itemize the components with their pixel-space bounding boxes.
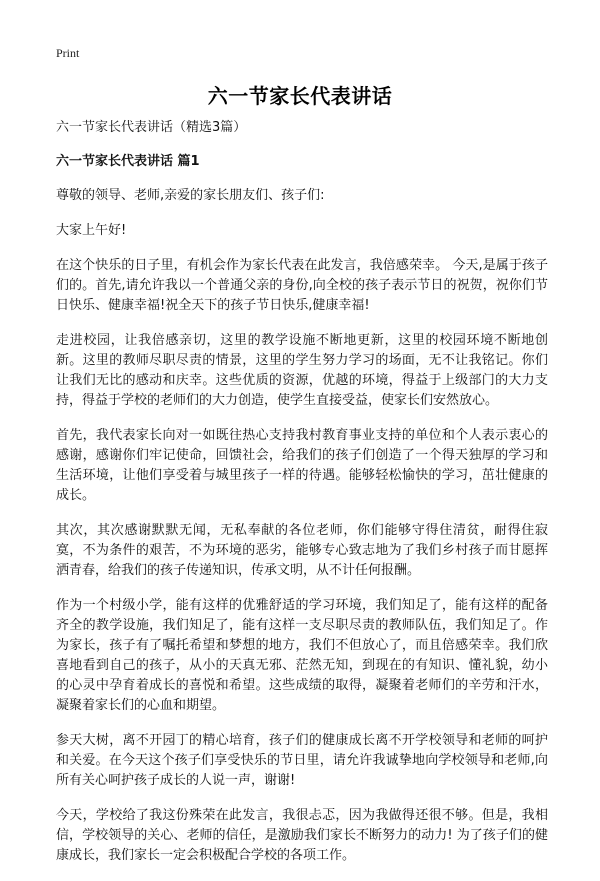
document-subtitle: 六一节家长代表讲话（精选3篇） bbox=[56, 120, 247, 135]
body-paragraph: 在这个快乐的日子里，有机会作为家长代表在此发言，我倍感荣幸。 今天,是属于孩子们的。首先,请允许我以一个普通父亲的身份,向全校的孩子表示节日的祝贺，祝你们节日快乐、健康幸福!祝全天下的孩子节日快乐,健康幸福! bbox=[56, 258, 548, 313]
body-paragraph: 走进校园，让我倍感亲切，这里的教学设施不断地更新，这里的校园环境不断地创新。这里的教师尽职尽责的情景，这里的学生努力学习的场面，无不让我铭记。你们让我们无比的感动和庆幸。这些优质的资源，优越的环境，得益于上级部门的大力支持，得益于学校的老师们的大力创造，使学生直接受益，使家长们安然放心。 bbox=[56, 333, 548, 408]
body-paragraph: 首先，我代表家长向对一如既往热心支持我村教育事业支持的单位和个人表示衷心的感谢，感谢你们牢记使命，回馈社会，给我们的孩子们创造了一个得天独厚的学习和生活环境，让他们享受着与城里孩子一样的待遇。能够轻松愉快的学习，茁壮健康的成长。 bbox=[56, 428, 548, 503]
document-title: 六一节家长代表讲话 bbox=[207, 84, 393, 108]
body-paragraph: 参天大树，离不开园丁的精心培育，孩子们的健康成长离不开学校领导和老师的呵护和关爱。在今天这个孩子们享受快乐的节日里，请允许我诚挚地向学校领导和老师,向所有关心呵护孩子成长的人说一声，谢谢! bbox=[56, 733, 548, 788]
salutation-paragraph: 大家上午好! bbox=[56, 223, 127, 238]
print-link[interactable]: Print bbox=[56, 46, 80, 60]
document-body bbox=[56, 118, 548, 881]
greeting-paragraph: 尊敬的领导、老师,亲爱的家长朋友们、孩子们: bbox=[56, 188, 325, 203]
body-paragraph: 作为一个村级小学，能有这样的优雅舒适的学习环境，我们知足了，能有这样的配备齐全的教学设施，我们知足了，能有这样一支尽职尽责的教师队伍，我们知足了。作为家长，孩子有了嘱托希望和梦想的地方，我们不但放心了，而且倍感荣幸。我们欣喜地看到自己的孩子，从小的天真无邪、茫然无知，到现在的有知识、懂礼貌，幼小的心灵中孕育着成长的喜悦和希望。这些成绩的取得，凝聚着老师们的辛劳和汗水，凝聚着家长们的心血和期望。 bbox=[56, 598, 548, 713]
body-paragraph: 今天，学校给了我这份殊荣在此发言，我很忐忑，因为我做得还很不够。但是，我相信，学校领导的关心、老师的信任，是激励我们家长不断努力的动力! 为了孩子们的健康成长，我们家长一定会积极配合学校的各项工作。 bbox=[56, 808, 548, 863]
section-heading: 六一节家长代表讲话 篇1 bbox=[56, 154, 200, 169]
body-paragraph: 其次，其次感谢默默无闻，无私奉献的各位老师，你们能够守得住清贫，耐得住寂寞，不为条件的艰苦，不为环境的恶劣，能够专心致志地为了我们乡村孩子而甘愿挥洒青春，给我们的孩子传递知识，传承文明，从不计任何报酬。 bbox=[56, 523, 548, 578]
